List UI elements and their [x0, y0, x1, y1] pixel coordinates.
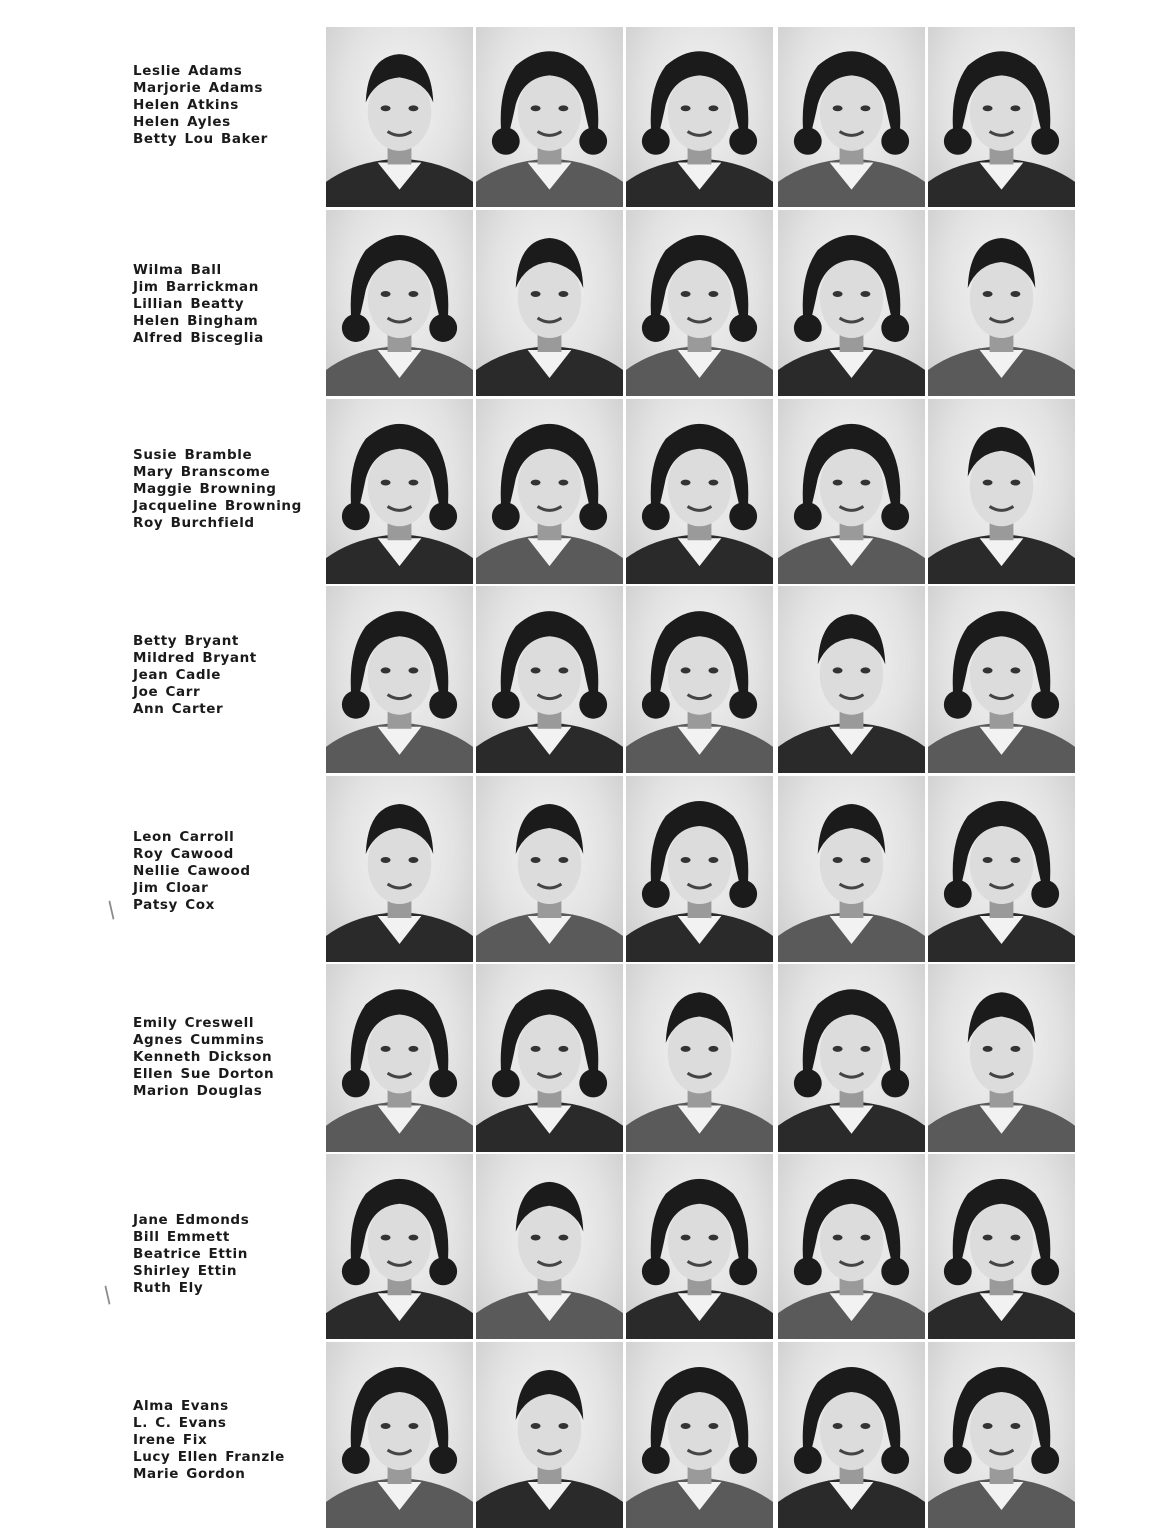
student-name: Ann Carter — [133, 701, 224, 717]
boy-portrait — [928, 964, 1075, 1152]
student-name: Helen Atkins — [133, 97, 239, 113]
boy-portrait — [326, 776, 473, 962]
girl-portrait — [928, 1154, 1075, 1339]
student-name: Susie Bramble — [133, 447, 253, 463]
photo-strip — [326, 399, 1076, 584]
boy-portrait — [626, 964, 773, 1152]
photo-strip — [326, 586, 1076, 773]
student-name: Lillian Beatty — [133, 296, 245, 312]
student-row — [0, 1342, 1156, 1528]
girl-portrait — [326, 1154, 473, 1339]
student-row — [0, 210, 1156, 396]
student-name: Helen Bingham — [133, 313, 259, 329]
student-name: Leslie Adams — [133, 63, 243, 79]
student-name: Helen Ayles — [133, 114, 231, 130]
photo-strip — [326, 1154, 1076, 1339]
girl-portrait — [626, 1154, 773, 1339]
student-name: Mildred Bryant — [133, 650, 257, 666]
name-list — [133, 262, 264, 347]
student-name: Jane Edmonds — [133, 1212, 250, 1228]
girl-portrait — [778, 27, 925, 207]
name-list — [133, 829, 251, 914]
girl-portrait — [626, 210, 773, 396]
girl-portrait — [326, 586, 473, 773]
girl-portrait — [928, 1342, 1075, 1528]
student-name: Wilma Ball — [133, 262, 222, 278]
student-row — [0, 1154, 1156, 1339]
boy-portrait — [778, 776, 925, 962]
pencil-mark: ∕ — [102, 897, 122, 924]
student-name: Jim Barrickman — [133, 279, 259, 295]
girl-portrait — [626, 776, 773, 962]
student-name: Beatrice Ettin — [133, 1246, 248, 1262]
girl-portrait — [626, 399, 773, 584]
boy-portrait — [778, 586, 925, 773]
photo-strip — [326, 776, 1076, 962]
student-name: Agnes Cummins — [133, 1032, 265, 1048]
student-name: Marion Douglas — [133, 1083, 263, 1099]
student-name: Jim Cloar — [133, 880, 209, 896]
girl-portrait — [326, 210, 473, 396]
student-name: Mary Branscome — [133, 464, 271, 480]
student-row — [0, 399, 1156, 584]
student-name: Jean Cadle — [133, 667, 222, 683]
name-list — [133, 1398, 285, 1483]
girl-portrait — [476, 27, 623, 207]
girl-portrait — [626, 27, 773, 207]
student-name: Lucy Ellen Franzle — [133, 1449, 285, 1465]
girl-portrait — [326, 1342, 473, 1528]
student-row — [0, 27, 1156, 207]
boy-portrait — [326, 27, 473, 207]
student-name: Marjorie Adams — [133, 80, 263, 96]
student-name: Bill Emmett — [133, 1229, 230, 1245]
student-name: Roy Cawood — [133, 846, 234, 862]
boy-portrait — [476, 776, 623, 962]
girl-portrait — [476, 399, 623, 584]
boy-portrait — [476, 1154, 623, 1339]
name-list — [133, 1212, 249, 1297]
student-name: Kenneth Dickson — [133, 1049, 273, 1065]
girl-portrait — [778, 399, 925, 584]
name-list — [133, 1015, 274, 1100]
name-list — [133, 633, 257, 718]
student-row — [0, 964, 1156, 1152]
name-list — [133, 447, 302, 532]
girl-portrait — [928, 776, 1075, 962]
student-name: Emily Creswell — [133, 1015, 255, 1031]
girl-portrait — [778, 210, 925, 396]
girl-portrait — [778, 1342, 925, 1528]
student-name: Nellie Cawood — [133, 863, 251, 879]
photo-strip — [326, 27, 1076, 207]
pencil-mark: ∕ — [98, 1282, 118, 1309]
boy-portrait — [928, 399, 1075, 584]
girl-portrait — [326, 399, 473, 584]
girl-portrait — [928, 27, 1075, 207]
boy-portrait — [476, 210, 623, 396]
photo-strip — [326, 1342, 1076, 1528]
student-name: L. C. Evans — [133, 1415, 227, 1431]
student-name: Leon Carroll — [133, 829, 235, 845]
student-name: Marie Gordon — [133, 1466, 246, 1482]
student-name: Maggie Browning — [133, 481, 277, 497]
photo-strip — [326, 964, 1076, 1152]
student-name: Ellen Sue Dorton — [133, 1066, 275, 1082]
boy-portrait — [476, 1342, 623, 1528]
girl-portrait — [476, 586, 623, 773]
student-name: Joe Carr — [133, 684, 201, 700]
student-name: Betty Lou Baker — [133, 131, 268, 147]
girl-portrait — [476, 964, 623, 1152]
girl-portrait — [778, 964, 925, 1152]
student-name: Ruth Ely — [133, 1280, 204, 1296]
name-list — [133, 63, 268, 148]
student-name: Betty Bryant — [133, 633, 239, 649]
girl-portrait — [326, 964, 473, 1152]
girl-portrait — [626, 1342, 773, 1528]
student-name: Jacqueline Browning — [133, 498, 302, 514]
student-row — [0, 776, 1156, 962]
girl-portrait — [626, 586, 773, 773]
girl-portrait — [778, 1154, 925, 1339]
girl-portrait — [928, 586, 1075, 773]
student-name: Patsy Cox — [133, 897, 215, 913]
student-name: Irene Fix — [133, 1432, 208, 1448]
student-name: Roy Burchfield — [133, 515, 255, 531]
student-name: Alma Evans — [133, 1398, 229, 1414]
student-name: Alfred Bisceglia — [133, 330, 264, 346]
student-row — [0, 586, 1156, 773]
boy-portrait — [928, 210, 1075, 396]
student-name: Shirley Ettin — [133, 1263, 238, 1279]
photo-strip — [326, 210, 1076, 396]
